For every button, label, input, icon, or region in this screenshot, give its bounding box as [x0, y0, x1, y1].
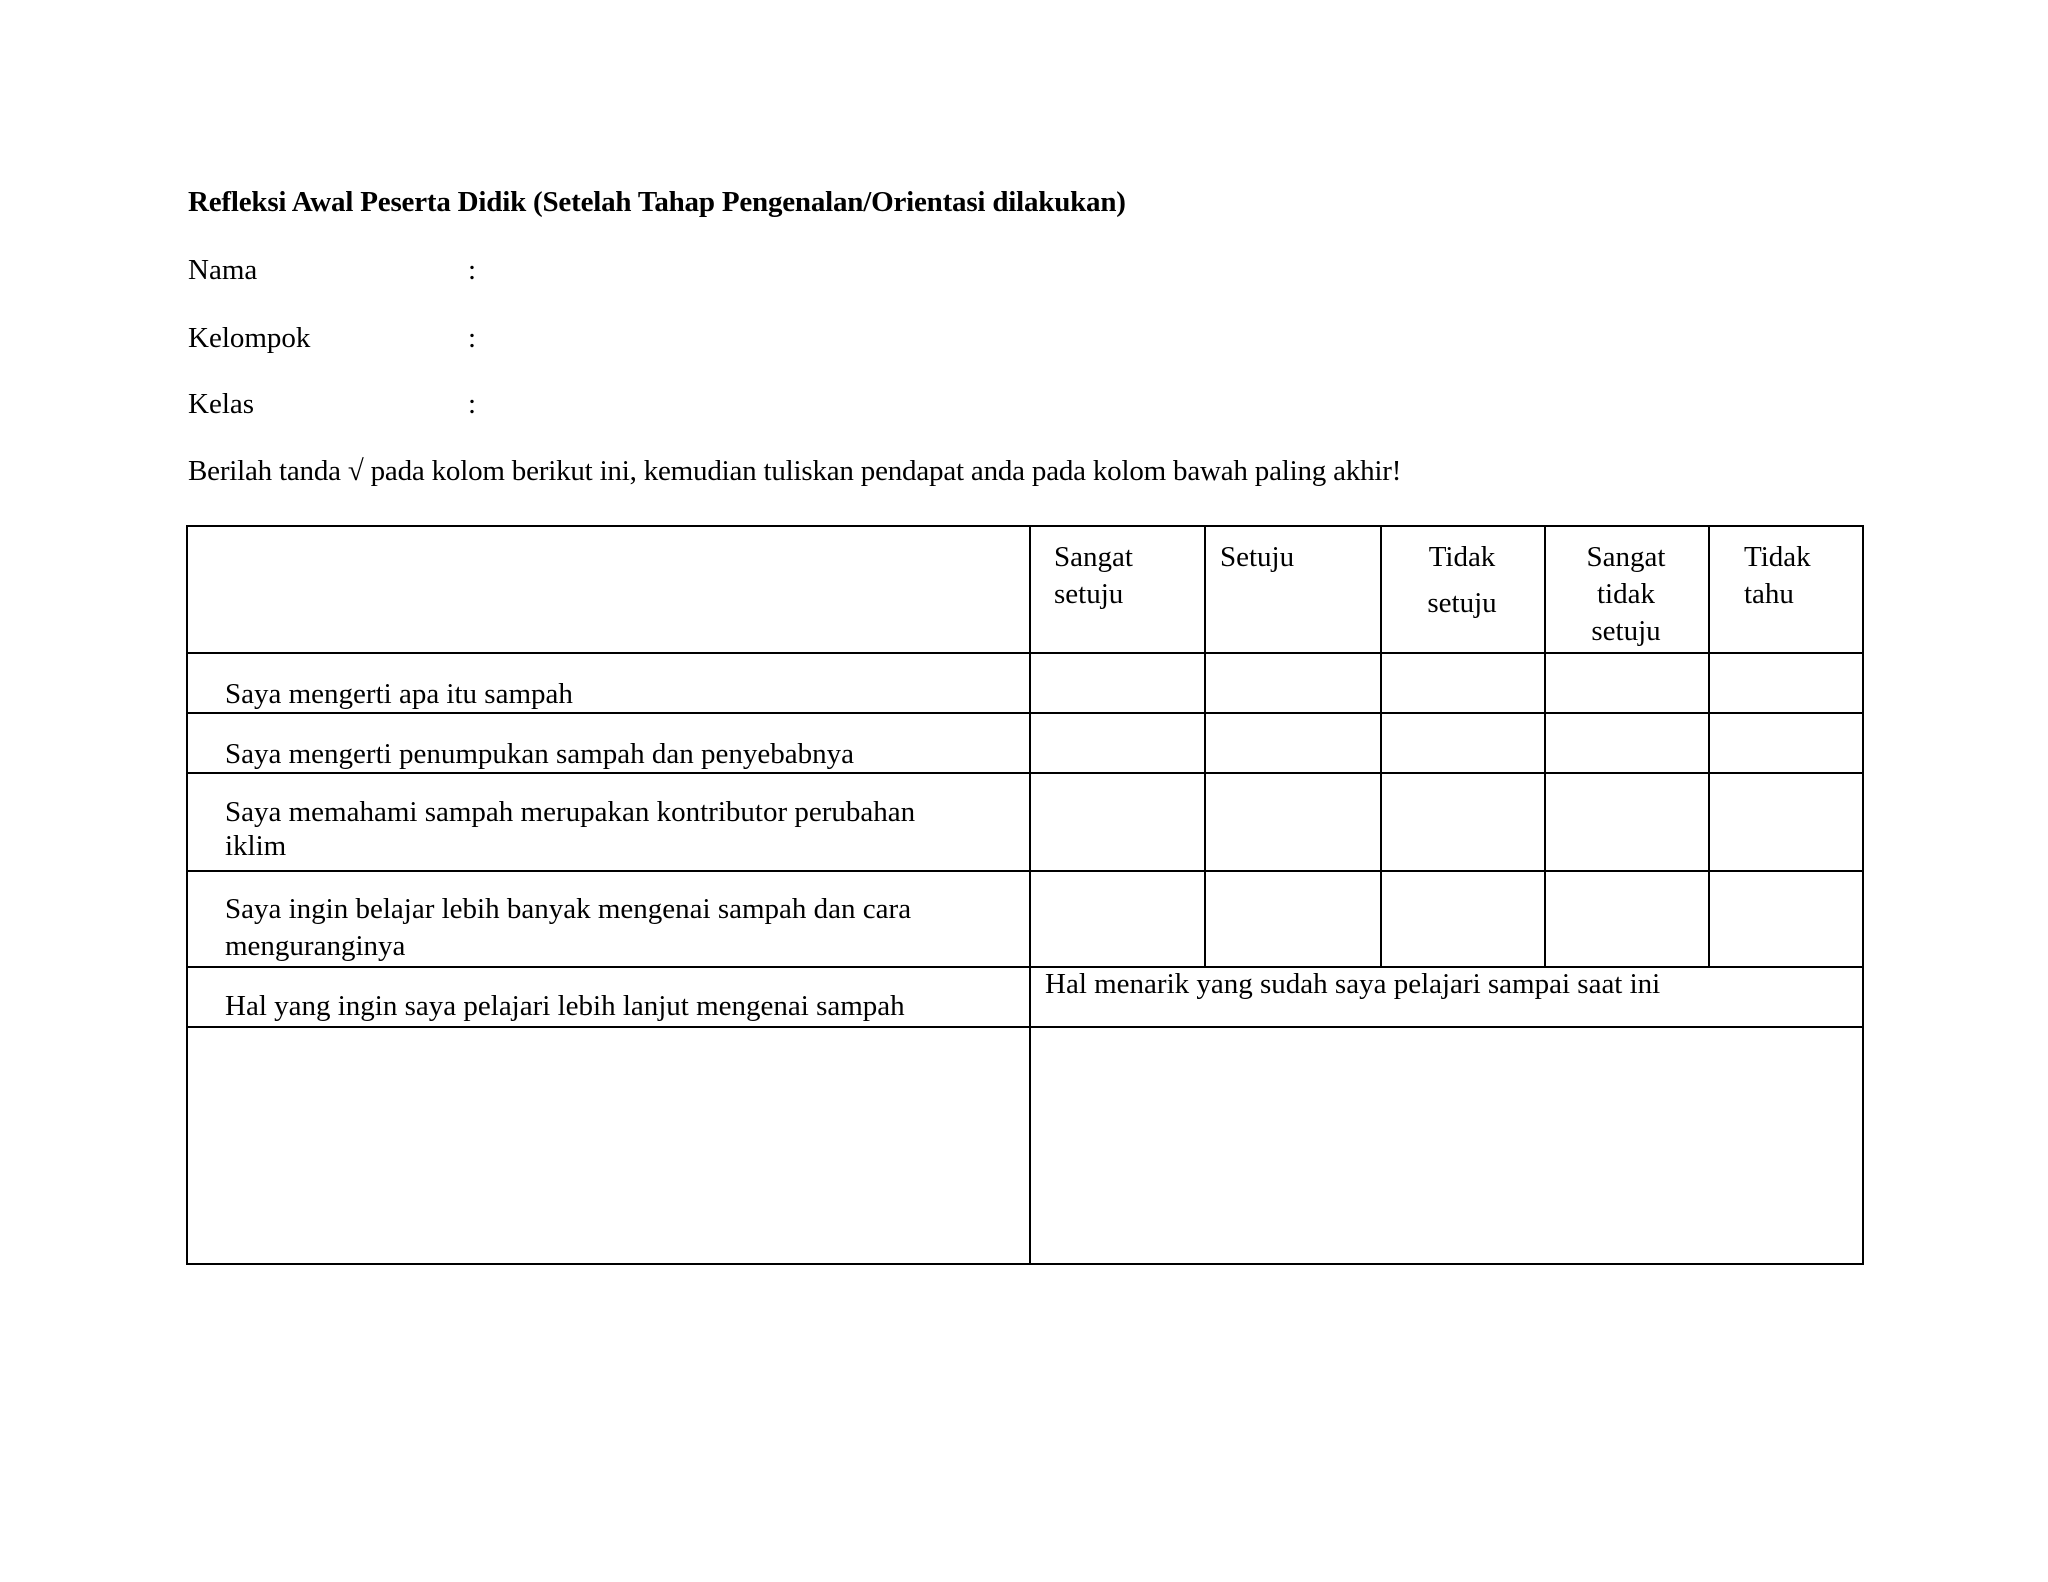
header-agree — [1220, 539, 1294, 576]
header-dont-know — [1744, 539, 1811, 613]
document-title: Refleksi Awal Peserta Didik (Setelah Tahap Pengenalan/Orientasi dilakukan) — [188, 186, 1126, 218]
answer-area-left[interactable] — [188, 1028, 1029, 1263]
table-row-divider — [186, 652, 1864, 654]
statement-line: Saya mengerti apa itu sampah — [225, 678, 573, 710]
statement-4 — [225, 891, 1025, 965]
open-question-right: Hal menarik yang sudah saya pelajari sampai saat ini — [1045, 968, 1661, 1000]
statement-line: Saya memahami sampah merupakan kontributor perubahan — [225, 796, 916, 828]
statement-line: Saya mengerti penumpukan sampah dan penyebabnya — [225, 738, 854, 770]
answer-area-right[interactable] — [1031, 1028, 1862, 1263]
group-label: Kelompok — [188, 322, 311, 354]
class-colon: : — [468, 388, 477, 420]
table-border-right — [1862, 525, 1864, 1265]
header-line: Tidak — [1428, 541, 1496, 573]
header-line: tahu — [1744, 578, 1794, 610]
header-line: Tidak — [1744, 541, 1811, 573]
table-row-divider — [186, 870, 1864, 872]
table-border-bottom — [186, 1263, 1864, 1265]
header-line: Sangat — [1586, 541, 1666, 573]
statement-3 — [225, 795, 1025, 863]
header-line: setuju — [1591, 615, 1661, 647]
open-question-left: Hal yang ingin saya pelajari lebih lanjut mengenai sampah — [225, 990, 905, 1022]
statement-line: menguranginya — [225, 930, 406, 962]
group-colon: : — [468, 322, 477, 354]
name-label: Nama — [188, 254, 258, 286]
header-line: Sangat — [1054, 541, 1133, 573]
table-col-divider — [1204, 525, 1206, 968]
statement-line: Saya ingin belajar lebih banyak mengenai sampah dan cara — [225, 893, 912, 925]
header-line: Setuju — [1220, 541, 1295, 573]
table-col-divider — [1708, 525, 1710, 968]
name-colon: : — [468, 254, 477, 286]
header-disagree — [1380, 539, 1544, 622]
statement-1 — [225, 676, 1015, 713]
class-label: Kelas — [188, 388, 255, 420]
header-strongly-agree — [1054, 539, 1133, 613]
header-line: setuju — [1054, 578, 1124, 610]
header-line: setuju — [1427, 587, 1497, 619]
header-line: tidak — [1597, 578, 1655, 610]
statement-line: iklim — [225, 830, 287, 862]
table-border-top — [186, 525, 1864, 527]
statement-2 — [225, 736, 1015, 773]
instruction-text: Berilah tanda √ pada kolom berikut ini, kemudian tuliskan pendapat anda pada kolom bawah paling akhir! — [188, 455, 1402, 487]
header-strongly-disagree — [1544, 539, 1708, 650]
